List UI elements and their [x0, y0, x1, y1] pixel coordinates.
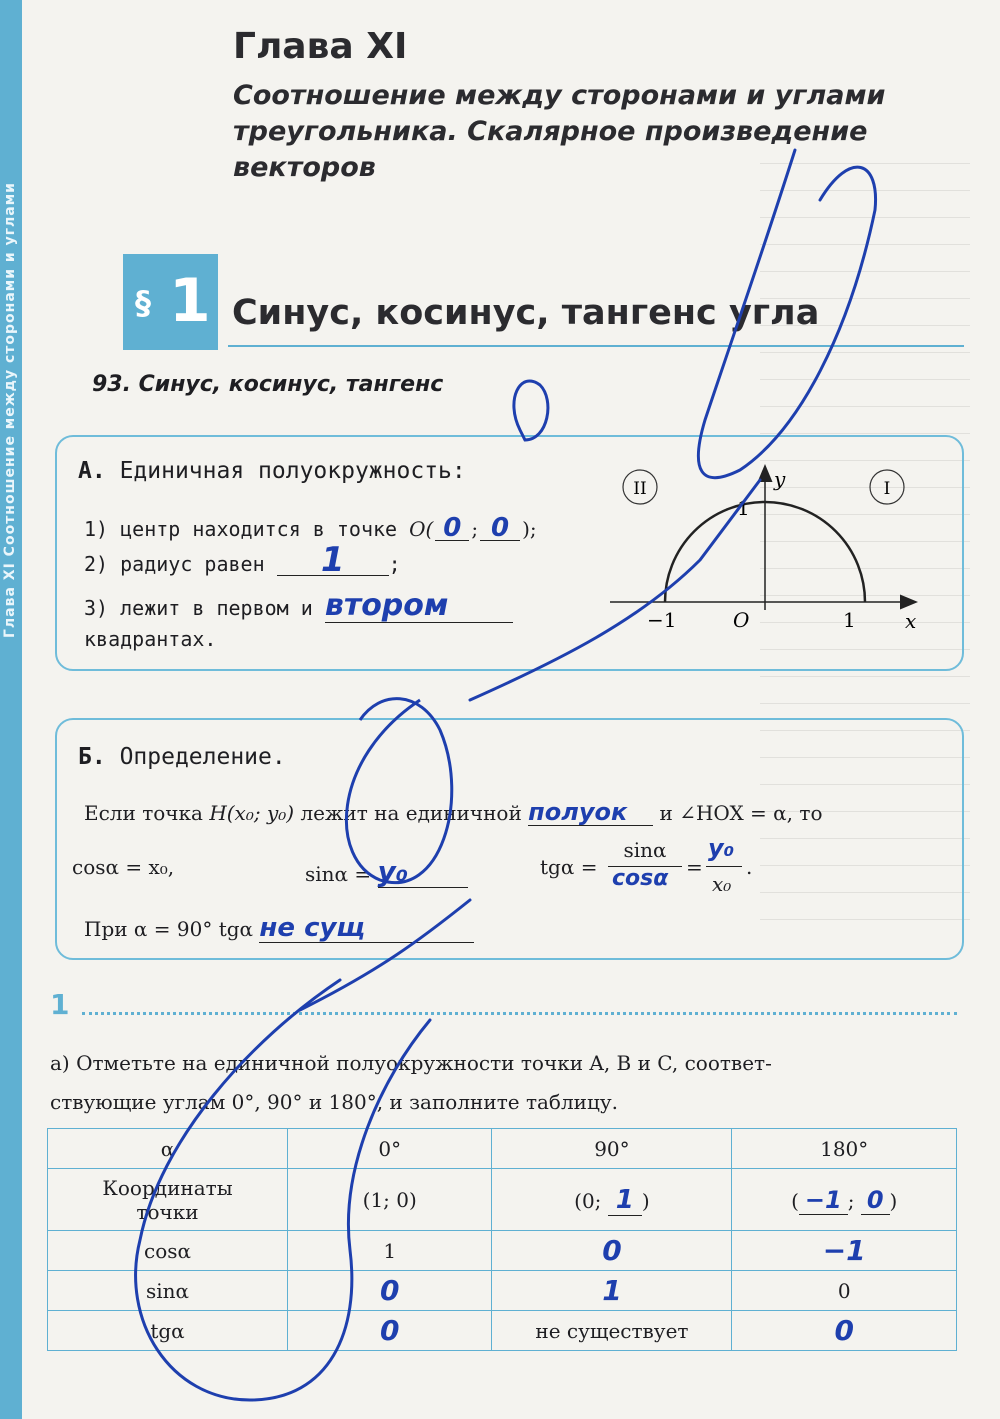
line1-answer: полуок	[528, 798, 628, 826]
cos-label: cosα	[48, 1231, 288, 1271]
quadrant-1-label: I	[883, 479, 891, 499]
tg-numerator-2: y₀	[708, 834, 735, 862]
coords-90-answer: 1	[608, 1185, 642, 1216]
table-row-header	[48, 1129, 957, 1169]
coords-180	[732, 1169, 957, 1231]
tg-equals: =	[686, 855, 703, 879]
section-title: Синус, косинус, тангенс угла	[232, 293, 820, 333]
sin-180: 0	[732, 1271, 957, 1311]
x-axis-label: x	[905, 609, 917, 633]
item1-x-answer: 0	[443, 513, 462, 543]
part-b-line1	[84, 798, 823, 826]
quadrant-2-label: II	[633, 479, 647, 499]
line1-mid: лежит на единичной	[300, 801, 522, 825]
y-axis-label: y	[774, 467, 786, 491]
sidebar-text: Глава XI Соотношение между сторонами и углами	[2, 182, 18, 638]
header-180deg: 180°	[732, 1129, 957, 1169]
tg-fraction-bar-2	[706, 866, 742, 867]
item1-end: );	[522, 517, 537, 541]
header-0deg: 0°	[288, 1129, 492, 1169]
chapter-subtitle: Соотношение между сторонами и углами треугольника. Скалярное произведение векторов	[233, 80, 886, 183]
minus-one-label: −1	[647, 608, 677, 632]
coords-90	[492, 1169, 732, 1231]
sin-prefix: sinα =	[305, 862, 372, 886]
coords-180-sep: ;	[847, 1188, 855, 1213]
tg-90: не существует	[492, 1311, 732, 1351]
line3-blank	[259, 913, 474, 943]
coords-180-close: )	[889, 1188, 898, 1213]
exercise-task-line2: ствующие углам 0°, 90° и 180°, и заполните таблицу.	[50, 1090, 618, 1114]
coords-0: (1; 0)	[288, 1169, 492, 1231]
part-a-letter: А.	[78, 458, 106, 484]
item3-text: 3) лежит в первом и	[84, 596, 313, 620]
cos-definition: cosα = x₀,	[72, 855, 175, 879]
sin-90-answer: 1	[492, 1271, 732, 1311]
section-number: 1	[169, 266, 211, 336]
cos-180-answer: −1	[732, 1231, 957, 1271]
sin-blank	[378, 855, 468, 888]
item1-point: O(	[409, 517, 434, 541]
line1-prefix: Если точка	[84, 801, 203, 825]
tg-denominator-answer: cosα	[612, 866, 669, 891]
item2-text: 2) радиус равен	[84, 552, 265, 576]
coords-180-y-answer: 0	[861, 1186, 890, 1215]
item1-text: 1) центр находится в точке	[84, 517, 398, 541]
header-90deg: 90°	[492, 1129, 732, 1169]
exercise-number: 1	[50, 988, 70, 1021]
table-row-cos	[48, 1231, 957, 1271]
coords-180-x-answer: −1	[799, 1186, 848, 1215]
tg-prefix: tgα =	[540, 855, 598, 879]
cos-0: 1	[288, 1231, 492, 1271]
item3-answer: втором	[324, 588, 449, 623]
tg-180-answer: 0	[732, 1311, 957, 1351]
table-row-sin	[48, 1271, 957, 1311]
sin-definition	[305, 855, 468, 888]
coords-label-1: Координаты	[102, 1175, 233, 1200]
line3-answer: не сущ	[259, 913, 366, 943]
item1-y-answer: 0	[491, 513, 510, 543]
line1-blank	[528, 798, 653, 826]
sin-0-answer: 0	[288, 1271, 492, 1311]
tg-numerator: sinα	[623, 838, 667, 862]
line1-point: H(x₀; y₀)	[209, 801, 295, 825]
header-alpha: α	[48, 1129, 288, 1169]
one-y-label: 1	[737, 496, 750, 520]
sin-answer: y₀	[377, 855, 409, 888]
tg-end: .	[746, 855, 753, 879]
part-a-item3-line2: квадрантах.	[84, 627, 217, 651]
sin-label: sinα	[48, 1271, 288, 1311]
part-b-heading-text: Определение.	[119, 744, 286, 770]
topic-heading: 93. Синус, косинус, тангенс	[92, 372, 444, 397]
tg-denominator-2: x₀	[712, 872, 732, 896]
coords-90-suffix: )	[641, 1188, 650, 1213]
tg-label: tgα	[48, 1311, 288, 1351]
one-x-label: 1	[843, 608, 856, 632]
part-b-letter: Б.	[78, 744, 106, 770]
item2-answer: 1	[320, 540, 345, 580]
part-a-heading-text: Единичная полуокружность:	[119, 458, 466, 484]
item2-end: ;	[388, 552, 401, 576]
coords-label	[48, 1169, 288, 1231]
origin-label: O	[733, 608, 750, 632]
coords-180-open: (	[791, 1188, 799, 1213]
part-b-heading	[78, 744, 286, 770]
chapter-title: Глава XI	[233, 26, 408, 67]
table-row-tg	[48, 1311, 957, 1351]
line3-prefix: При α = 90° tgα	[84, 917, 254, 941]
part-b-line3	[84, 913, 474, 943]
trig-values-table	[47, 1128, 957, 1351]
exercise-dotted-rule	[82, 1012, 957, 1015]
exercise-task-line1: а) Отметьте на единичной полуокружности точки A, B и C, соответ-	[50, 1051, 772, 1075]
item1-sep: ;	[471, 517, 479, 541]
coords-label-2: точки	[136, 1199, 199, 1224]
tg-0-answer: 0	[288, 1311, 492, 1351]
coords-90-prefix: (0;	[574, 1188, 602, 1213]
table-row-coordinates	[48, 1169, 957, 1231]
line1-suffix: и ∠HOX = α, то	[659, 801, 823, 825]
section-symbol: §	[135, 284, 151, 322]
cos-90-answer: 0	[492, 1231, 732, 1271]
